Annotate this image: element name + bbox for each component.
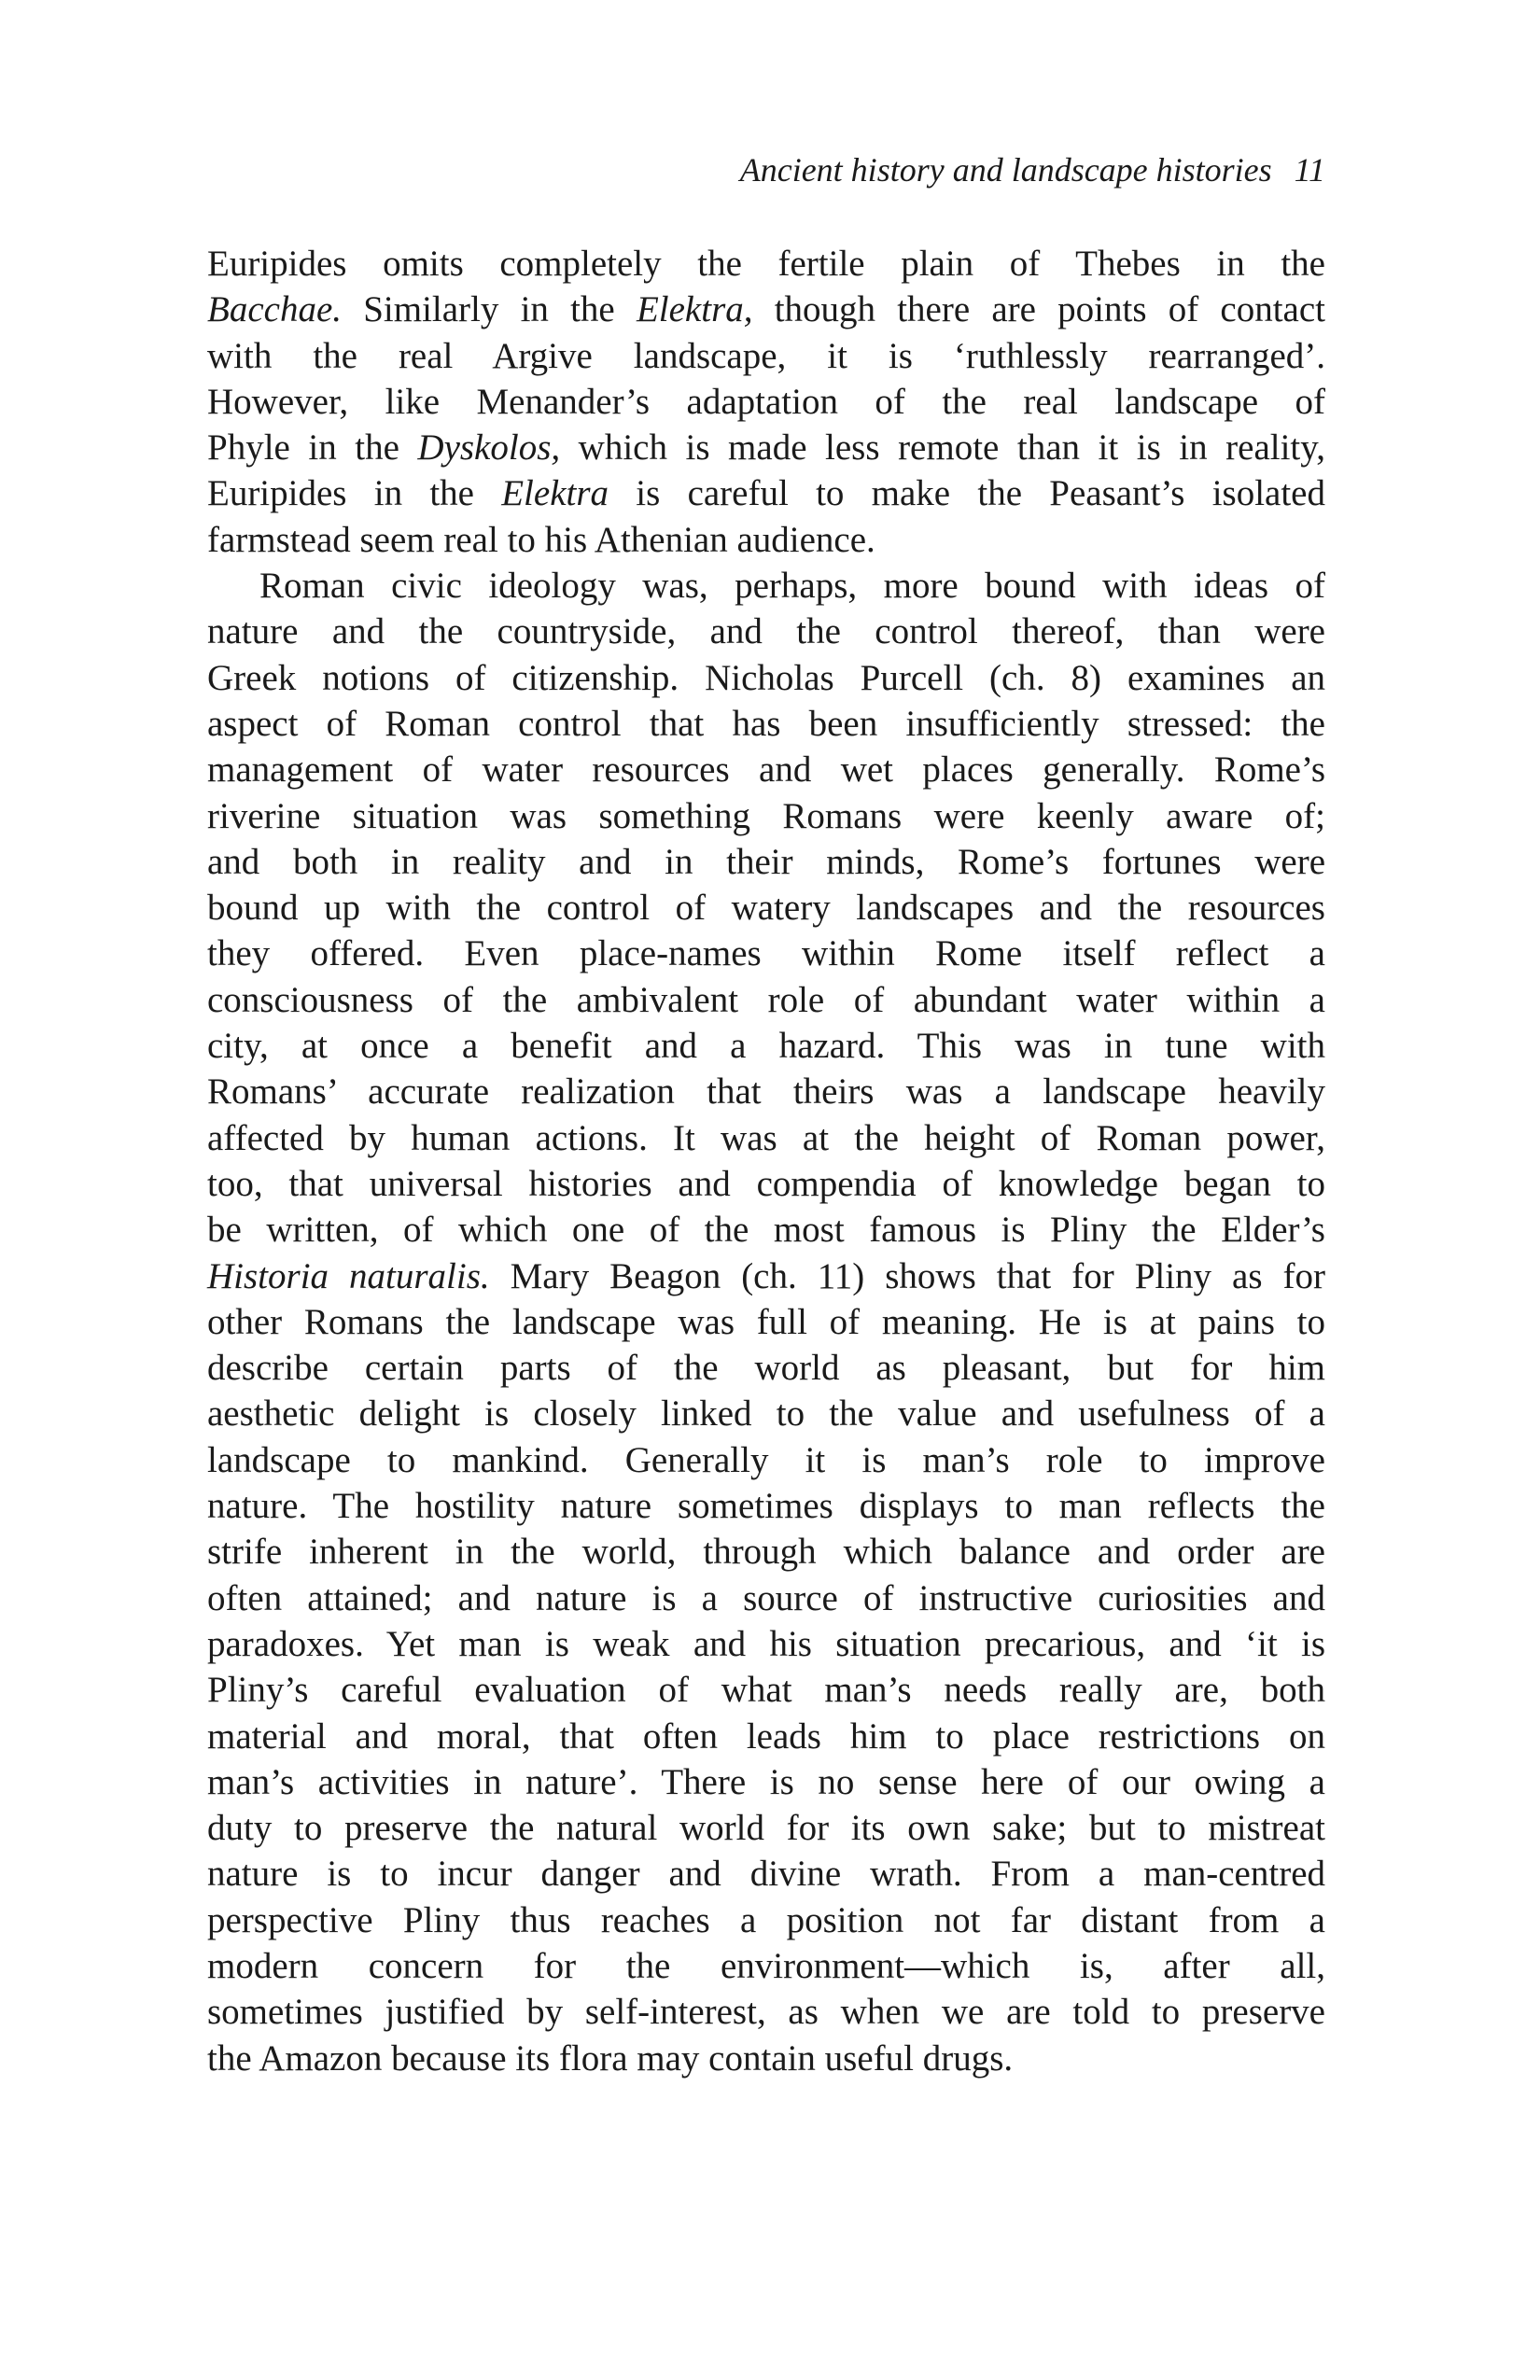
text-line xyxy=(207,1069,1325,1114)
text-line xyxy=(207,333,1325,379)
text-line xyxy=(207,1805,1325,1851)
text-line xyxy=(207,1943,1325,1989)
text-line xyxy=(207,1575,1325,1621)
text-line xyxy=(207,1714,1325,1759)
text-line xyxy=(207,1115,1325,1161)
text-line xyxy=(207,1391,1325,1436)
text-line xyxy=(207,655,1325,701)
text-run: nature and the countryside, and the control thereof, than were xyxy=(207,611,1325,652)
text-run: nature. The hostility nature sometimes displays to man reflects the xyxy=(207,1486,1325,1527)
text-line xyxy=(207,1207,1325,1253)
text-line xyxy=(207,931,1325,976)
text-run: is careful to make the Peasant’s isolated xyxy=(609,473,1325,514)
text-run: duty to preserve the natural world for its own sake; but to mistreat xyxy=(207,1808,1325,1849)
text-run: riverine situation was something Romans were keenly aware of; xyxy=(207,795,1325,836)
text-run: modern concern for the environment—which is, after all, xyxy=(207,1945,1325,1986)
text-line xyxy=(207,1759,1325,1805)
running-head xyxy=(207,147,1325,192)
text-line xyxy=(207,241,1325,287)
text-run: be written, of which one of the most famous is Pliny the Elder’s xyxy=(207,1210,1325,1251)
text-line xyxy=(207,1253,1325,1299)
text-run: Euripides in the xyxy=(207,473,502,514)
text-run: management of water resources and wet places generally. Rome’s xyxy=(207,749,1325,791)
text-run: landscape to mankind. Generally it is man’s role to improve xyxy=(207,1439,1325,1480)
text-run: Greek notions of citizenship. Nicholas Purcell (ch. 8) examines an xyxy=(207,657,1325,698)
text-line xyxy=(207,517,1325,563)
text-run: Mary Beagon (ch. 11) shows that for Pliny as for xyxy=(489,1255,1325,1296)
text-line xyxy=(207,1667,1325,1713)
text-line xyxy=(207,609,1325,654)
text-run: though there are points of contact xyxy=(752,289,1325,330)
text-run: Roman civic ideology was, perhaps, more bound with ideas of xyxy=(259,566,1325,607)
text-run: nature is to incur danger and divine wrath. From a man-centred xyxy=(207,1854,1325,1895)
text-line xyxy=(207,793,1325,839)
page-number: 11 xyxy=(1294,151,1325,189)
text-run: aspect of Roman control that has been insufficiently stressed: the xyxy=(207,703,1325,744)
text-line xyxy=(207,1851,1325,1897)
text-run: aesthetic delight is closely linked to the value and usefulness of a xyxy=(207,1393,1325,1435)
italic-title: Dyskolos, xyxy=(417,427,561,469)
text-line xyxy=(207,287,1325,332)
text-run: which is made less remote than it is in reality, xyxy=(560,427,1325,469)
text-line xyxy=(207,563,1325,609)
text-line xyxy=(207,1989,1325,2035)
body-text xyxy=(207,241,1325,2081)
text-line xyxy=(207,1023,1325,1069)
text-run: strife inherent in the world, through which balance and order are xyxy=(207,1532,1325,1573)
text-run: However, like Menander’s adaptation of the real landscape of xyxy=(207,381,1325,422)
text-line xyxy=(207,1529,1325,1575)
text-run: Romans’ accurate realization that theirs was a landscape heavily xyxy=(207,1071,1325,1113)
text-run: other Romans the landscape was full of meaning. He is at pains to xyxy=(207,1301,1325,1342)
text-run: Similarly in the xyxy=(342,289,637,330)
text-run: too, that universal histories and compendia of knowledge began to xyxy=(207,1163,1325,1204)
text-line xyxy=(207,470,1325,516)
text-line xyxy=(207,425,1325,470)
text-run: they offered. Even place-names within Rome itself reflect a xyxy=(207,933,1325,974)
text-run: affected by human actions. It was at the height of Roman power, xyxy=(207,1117,1325,1158)
paragraph-1 xyxy=(207,241,1325,563)
running-head-title: Ancient history and landscape histories xyxy=(739,151,1272,189)
text-line xyxy=(207,747,1325,792)
italic-title: Bacchae. xyxy=(207,289,343,330)
text-run: and both in reality and in their minds, Rome’s fortunes were xyxy=(207,841,1325,882)
text-line xyxy=(207,1897,1325,1943)
text-run: paradoxes. Yet man is weak and his situation precarious, and ‘it is xyxy=(207,1623,1325,1664)
text-line xyxy=(207,379,1325,425)
text-run: the Amazon because its flora may contain useful drugs. xyxy=(207,2037,1014,2079)
text-line xyxy=(207,839,1325,885)
italic-title: Historia naturalis. xyxy=(207,1255,490,1296)
text-run: sometimes justified by self-interest, as when we are told to preserve xyxy=(207,1992,1325,2033)
text-line xyxy=(207,1345,1325,1391)
italic-title: Elektra, xyxy=(636,289,753,330)
text-line xyxy=(207,701,1325,747)
text-line xyxy=(207,2036,1325,2081)
text-run: material and moral, that often leads him to place restrictions on xyxy=(207,1715,1325,1757)
text-run: often attained; and nature is a source of instructive curiosities and xyxy=(207,1577,1325,1618)
text-run: man’s activities in nature’. There is no sense here of our owing a xyxy=(207,1761,1325,1802)
text-line xyxy=(207,1621,1325,1667)
text-run: city, at once a benefit and a hazard. This was in tune with xyxy=(207,1026,1325,1067)
paragraph-2 xyxy=(207,563,1325,2081)
text-line xyxy=(207,1161,1325,1207)
text-run: Pliny’s careful evaluation of what man’s needs really are, both xyxy=(207,1670,1325,1711)
text-run: perspective Pliny thus reaches a position not far distant from a xyxy=(207,1899,1325,1940)
text-run: consciousness of the ambivalent role of abundant water within a xyxy=(207,979,1325,1020)
text-run: describe certain parts of the world as pleasant, but for him xyxy=(207,1348,1325,1389)
text-line xyxy=(207,885,1325,931)
text-line xyxy=(207,1437,1325,1483)
text-run: with the real Argive landscape, it is ‘ruthlessly rearranged’. xyxy=(207,335,1325,376)
text-run: Euripides omits completely the fertile plain of Thebes in the xyxy=(207,244,1325,284)
text-line xyxy=(207,977,1325,1023)
text-run: farmstead seem real to his Athenian audience. xyxy=(207,519,875,560)
italic-title: Elektra xyxy=(501,473,609,514)
text-run: Phyle in the xyxy=(207,427,418,469)
text-line xyxy=(207,1483,1325,1529)
text-run: bound up with the control of watery landscapes and the resources xyxy=(207,888,1325,929)
text-line xyxy=(207,1299,1325,1345)
